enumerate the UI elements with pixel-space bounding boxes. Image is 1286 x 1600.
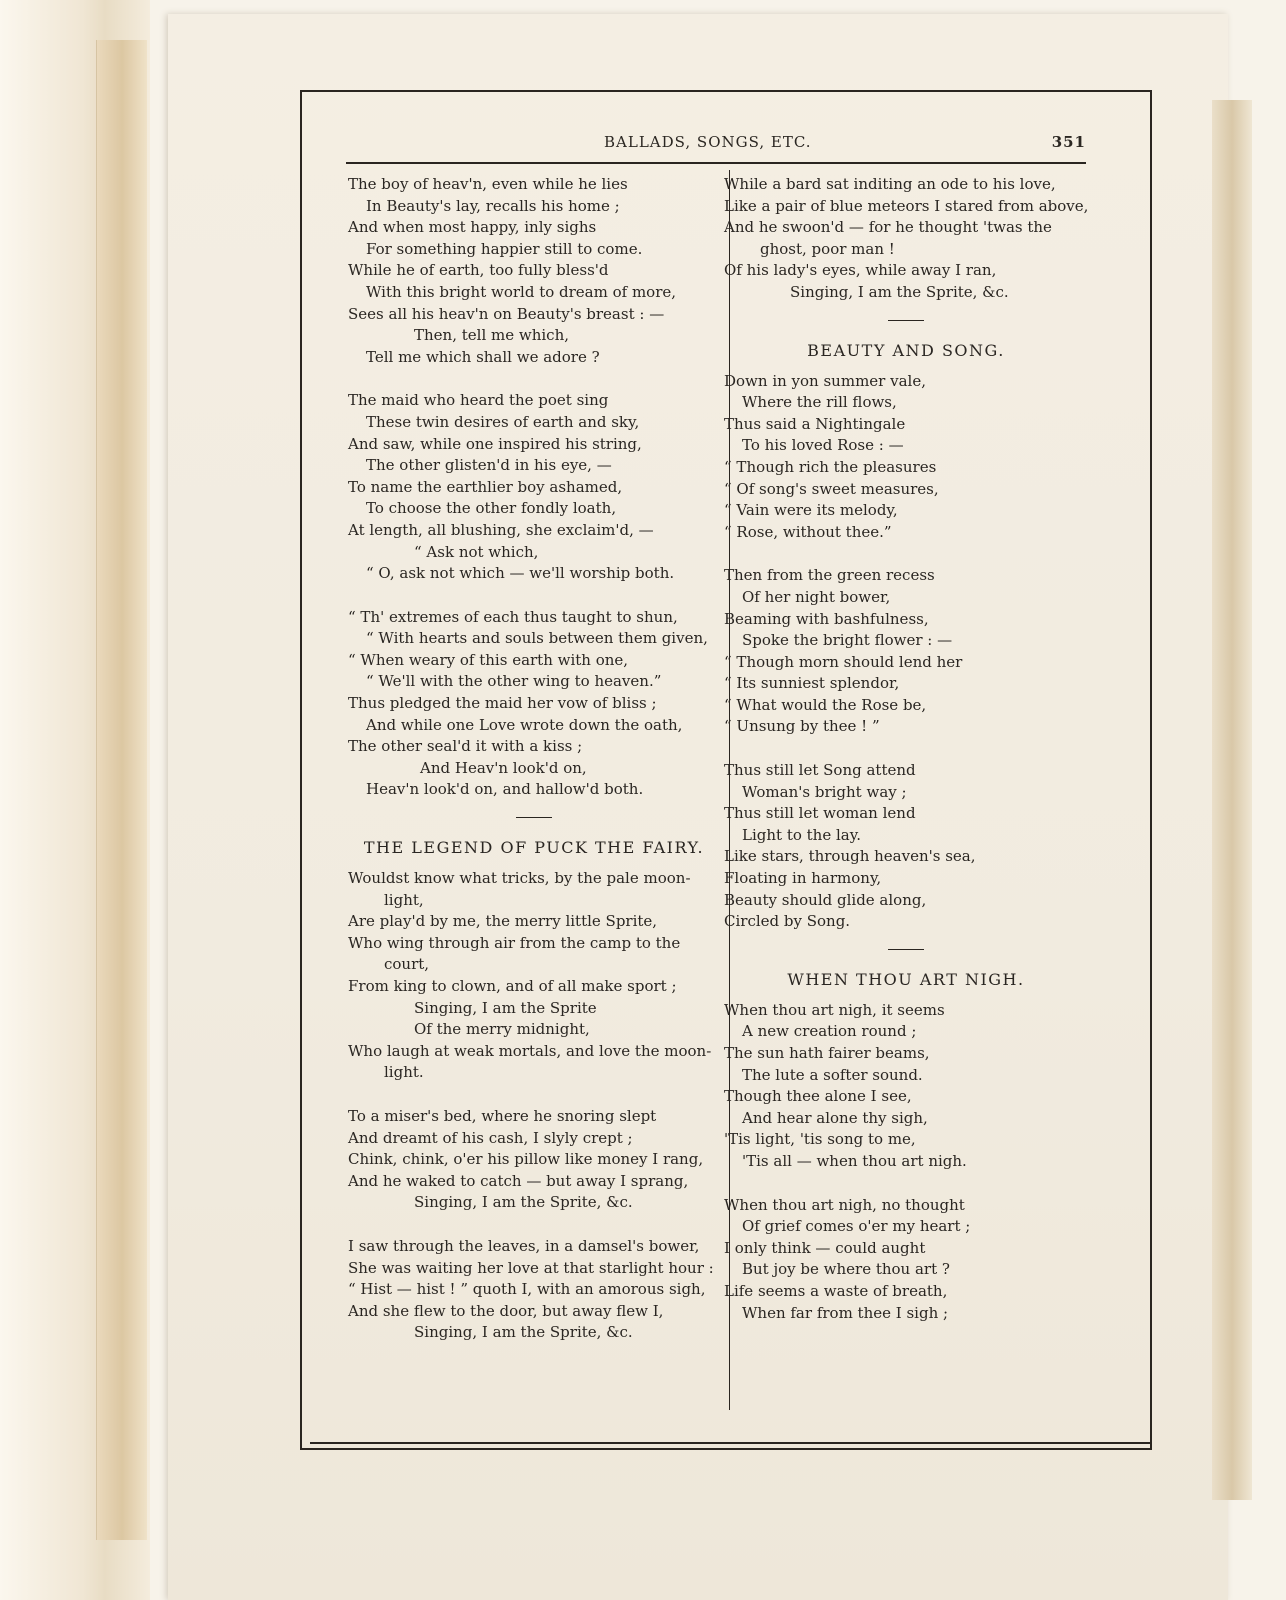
poem-section — [724, 1000, 1088, 1324]
verse-line: Beauty should glide along, — [724, 890, 927, 909]
stanza-gap — [348, 585, 720, 607]
verse-line: Of the merry midnight, — [414, 1020, 590, 1039]
verse-line: Singing, I am the Sprite, &c. — [414, 1193, 633, 1212]
verse-line: I only think — could aught — [724, 1238, 926, 1257]
verse-line: Spoke the bright flower : — — [742, 631, 953, 650]
verse-line: Thus pledged the maid her vow of bliss ; — [348, 694, 657, 713]
verse-line: From king to clown, and of all make sport ; — [348, 977, 677, 995]
verse-line: Circled by Song. — [724, 912, 851, 931]
verse-line: When thou art nigh, it seems — [724, 1000, 945, 1019]
verse-line: Singing, I am the Sprite, &c. — [790, 282, 1009, 301]
verse-line: “ Hist — hist ! ” quoth I, with an amorous sigh, — [348, 1280, 706, 1299]
verse-line: Thus still let woman lend — [724, 804, 916, 823]
left-column — [348, 174, 720, 1344]
verse-line: And he swoon'd — for he thought 'twas the — [724, 218, 1052, 237]
verse-line: The sun hath fairer beams, — [724, 1044, 930, 1062]
verse-line: Down in yon summer vale, — [724, 371, 926, 390]
verse-line: Who wing through air from the camp to the — [348, 933, 681, 952]
verse-line: With this bright world to dream of more, — [366, 282, 677, 301]
verse-line: A new creation round ; — [742, 1022, 917, 1041]
verse-line: Sees all his heav'n on Beauty's breast : — — [348, 304, 665, 323]
verse-line: Tell me which shall we adore ? — [366, 347, 600, 366]
verse-line: Who laugh at weak mortals, and love the moon- — [348, 1041, 712, 1060]
verse-line: To name the earthlier boy ashamed, — [348, 477, 623, 496]
verse-line: Then, tell me which, — [414, 326, 570, 345]
verse-line: Wouldst know what tricks, by the pale moon- — [348, 869, 691, 888]
verse-line: And Heav'n look'd on, — [420, 758, 587, 777]
verse-line: “ When weary of this earth with one, — [348, 650, 629, 669]
verse-line: light. — [384, 1063, 424, 1082]
verse-line: And while one Love wrote down the oath, — [366, 715, 683, 734]
running-head — [346, 133, 1086, 157]
verse-line: Thus said a Nightingale — [724, 414, 906, 433]
verse-line: I saw through the leaves, in a damsel's bower, — [348, 1236, 700, 1255]
verse-line: Thus still let Song attend — [724, 761, 916, 780]
verse-line: Beaming with bashfulness, — [724, 609, 929, 628]
verse-line: “ Ask not which, — [414, 542, 539, 561]
verse-line: Then from the green recess — [724, 566, 935, 585]
stanza — [724, 760, 1088, 933]
verse-line: She was waiting her love at that starlight hour : — [348, 1258, 714, 1277]
verse-line: Woman's bright way ; — [742, 782, 907, 801]
poem-section — [348, 868, 720, 1344]
verse-line: “ Vain were its melody, — [724, 501, 898, 520]
verse-line: The lute a softer sound. — [742, 1065, 923, 1084]
verse-line: “ With hearts and souls between them given, — [366, 629, 708, 648]
verse-line: Of his lady's eyes, while away I ran, — [724, 261, 997, 280]
section-separator — [888, 320, 924, 321]
verse-line: In Beauty's lay, recalls his home ; — [366, 196, 620, 215]
verse-line: Though thee alone I see, — [724, 1087, 912, 1106]
verse-line: To a miser's bed, where he snoring slept — [348, 1106, 657, 1125]
verse-line: “ Though rich the pleasures — [724, 457, 937, 476]
poem-title: THE LEGEND OF PUCK THE FAIRY. — [363, 838, 705, 858]
verse-line: Life seems a waste of breath, — [724, 1281, 948, 1300]
section-separator — [888, 949, 924, 950]
verse-line: The other glisten'd in his eye, — — [366, 456, 612, 475]
verse-line: Of her night bower, — [742, 587, 891, 606]
verse-line: “ What would the Rose be, — [724, 695, 927, 714]
binding-strip — [96, 40, 147, 1540]
stanza — [724, 174, 1088, 304]
stanza — [348, 174, 720, 368]
stanza — [724, 1000, 1088, 1173]
verse-line: These twin desires of earth and sky, — [366, 412, 640, 431]
stanza-gap — [724, 738, 1088, 760]
stanza-gap — [348, 1084, 720, 1106]
header-rule — [346, 162, 1086, 164]
stanza — [348, 1236, 720, 1344]
section-separator — [516, 817, 552, 818]
stanza — [348, 868, 720, 1084]
verse-line: The boy of heav'n, even while he lies — [348, 175, 628, 193]
verse-line: When thou art nigh, no thought — [724, 1195, 965, 1214]
verse-line: Chink, chink, o'er his pillow like money I rang, — [348, 1150, 704, 1169]
stanza — [348, 607, 720, 801]
verse-line: And saw, while one inspired his string, — [348, 434, 642, 453]
verse-line: While a bard sat inditing an ode to his love, — [724, 175, 1056, 193]
stanza-gap — [348, 1214, 720, 1236]
poem-section — [724, 174, 1088, 304]
poem-title: BEAUTY AND SONG. — [807, 340, 1005, 360]
verse-line: “ O, ask not which — we'll worship both. — [366, 564, 675, 583]
verse-line: When far from thee I sigh ; — [742, 1303, 949, 1322]
verse-line: “ Of song's sweet measures, — [724, 479, 939, 498]
verse-line: “ Its sunniest splendor, — [724, 674, 900, 693]
verse-line: Where the rill flows, — [742, 393, 897, 412]
verse-line: ghost, poor man ! — [760, 239, 895, 258]
stanza — [724, 565, 1088, 738]
poem-section — [724, 371, 1088, 933]
verse-line: Singing, I am the Sprite, &c. — [414, 1323, 633, 1342]
verse-line: And he waked to catch — but away I sprang, — [348, 1171, 689, 1190]
verse-line: To choose the other fondly loath, — [366, 499, 617, 518]
stanza-gap — [724, 1173, 1088, 1195]
verse-line: “ Th' extremes of each thus taught to shun, — [348, 607, 678, 626]
verse-line: Are play'd by me, the merry little Sprite, — [348, 912, 658, 931]
verse-line: At length, all blushing, she exclaim'd, — — [348, 520, 654, 539]
verse-line: And she flew to the door, but away flew I, — [348, 1301, 664, 1320]
page-border-bottom-line — [310, 1442, 1152, 1444]
stanza-gap — [724, 543, 1088, 565]
verse-line: Of grief comes o'er my heart ; — [742, 1217, 971, 1236]
verse-line: To his loved Rose : — — [742, 436, 904, 455]
verse-line: Singing, I am the Sprite — [414, 998, 597, 1017]
poem-section — [348, 174, 720, 801]
stanza-gap — [348, 368, 720, 390]
verse-line: Heav'n look'd on, and hallow'd both. — [366, 780, 644, 799]
verse-line: And hear alone thy sigh, — [742, 1108, 928, 1127]
verse-line: The other seal'd it with a kiss ; — [348, 737, 583, 756]
verse-line: 'Tis all — when thou art nigh. — [742, 1151, 967, 1170]
stanza — [724, 371, 1088, 544]
running-head-title: BALLADS, SONGS, ETC. — [604, 133, 812, 151]
verse-line: While he of earth, too fully bless'd — [348, 261, 609, 280]
verse-line: And dreamt of his cash, I slyly crept ; — [348, 1128, 633, 1147]
stanza — [348, 1106, 720, 1214]
verse-line: 'Tis light, 'tis song to me, — [724, 1130, 916, 1149]
poem-title: WHEN THOU ART NIGH. — [787, 969, 1025, 989]
verse-line: “ Though morn should lend her — [724, 652, 963, 671]
verse-line: And when most happy, inly sighs — [348, 218, 597, 237]
page-edge-right — [1212, 100, 1252, 1500]
verse-line: court, — [384, 955, 430, 974]
verse-line: Like stars, through heaven's sea, — [724, 847, 976, 866]
stanza — [348, 390, 720, 584]
verse-line: “ We'll with the other wing to heaven.” — [366, 672, 662, 691]
verse-line: “ Rose, without thee.” — [724, 522, 892, 541]
page-number: 351 — [1051, 133, 1086, 151]
verse-line: Like a pair of blue meteors I stared from above, — [724, 196, 1089, 215]
verse-line: Floating in harmony, — [724, 869, 882, 888]
verse-line: Light to the lay. — [742, 825, 861, 844]
right-column — [724, 174, 1088, 1324]
verse-line: The maid who heard the poet sing — [348, 391, 609, 410]
verse-line: But joy be where thou art ? — [742, 1260, 950, 1279]
verse-line: “ Unsung by thee ! ” — [724, 717, 880, 736]
verse-line: light, — [384, 890, 424, 909]
stanza — [724, 1195, 1088, 1325]
verse-line: For something happier still to come. — [366, 239, 643, 258]
